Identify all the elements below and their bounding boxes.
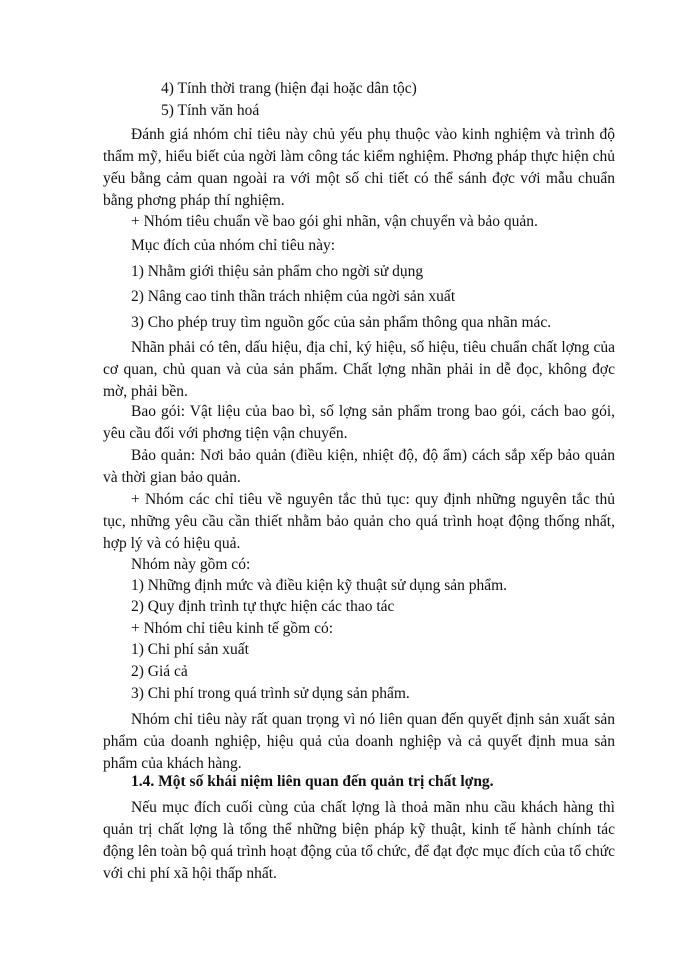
paragraph-label: Nhãn phải có tên, dấu hiệu, địa chỉ, ký hiệu, số hiệu, tiêu chuẩn chất lợng của cơ quan, chủ quan và của sản phẩm. Chất lợng nhãn phải in dễ đọc, không đợc mờ, phải bền.: [103, 339, 615, 400]
economic-group-heading: + Nhóm chỉ tiêu kinh tế gồm có:: [131, 620, 334, 637]
list-item: 1) Chi phí sản xuất: [131, 641, 249, 658]
list-item: 3) Cho phép truy tìm nguồn gốc của sản phẩm thông qua nhãn mác.: [131, 314, 552, 331]
list-item: 2) Giá cả: [131, 663, 188, 680]
paragraph-packaging: Bao gói: Vật liệu của bao bì, số lợng sản phẩm trong bao gói, cách bao gói, yêu cầu đối với phơng tiện vận chuyển.: [103, 403, 615, 442]
list-item: 2) Nâng cao tinh thần trách nhiệm của ngời sản xuất: [131, 288, 456, 305]
list-item: 1) Những định mức và điều kiện kỹ thuật sử dụng sản phẩm.: [131, 577, 508, 594]
packaging-group-heading: + Nhóm tiêu chuẩn về bao gói ghi nhãn, vận chuyển và bảo quản.: [131, 213, 538, 230]
paragraph-storage: Bảo quản: Nơi bảo quản (điều kiện, nhiệt độ, độ ẩm) cách sắp xếp bảo quản và thời gian bảo quản.: [103, 447, 615, 486]
paragraph-final: Nếu mục đích cuối cùng của chất lợng là thoả mãn nhu cầu khách hàng thì quản trị chất lợng là tổng thể những biện pháp kỹ thuật, kinh tế hành chính tác động lên toàn bộ quá trình hoạt động của tổ chức, để đạt đợc mục đích của tổ chức với chi phí xã hội thấp nhất.: [103, 799, 615, 882]
purpose-intro: Mục đích của nhóm chỉ tiêu này:: [131, 237, 336, 254]
list-item: 2) Quy định trình tự thực hiện các thao tác: [131, 598, 395, 615]
section-heading: 1.4. Một số khái niệm liên quan đến quản trị chất lợng.: [131, 773, 494, 790]
paragraph-procedure: + Nhóm các chỉ tiêu về nguyên tắc thủ tục: quy định những nguyên tắc thủ tục, những yêu cầu cần thiết nhằm bảo quản cho quá trình hoạt động thống nhất, hợp lý và có hiệu quả.: [103, 491, 615, 552]
list-item: 3) Chi phí trong quá trình sử dụng sản phẩm.: [131, 685, 410, 702]
list-item: 5) Tính văn hoá: [161, 102, 260, 119]
list-item: 4) Tính thời trang (hiện đại hoặc dân tộc): [161, 80, 417, 97]
list-item: 1) Nhằm giới thiệu sản phẩm cho ngời sử dụng: [131, 263, 424, 280]
group-includes: Nhóm này gồm có:: [131, 556, 251, 573]
paragraph-evaluation: Đánh giá nhóm chỉ tiêu này chủ yếu phụ thuộc vào kinh nghiệm và trình độ thẩm mỹ, hiểu biết của ngời làm công tác kiểm nghiệm. Phơng pháp thực hiện chủ yếu bằng cảm quan ngoài ra với một số chi tiết có thể sánh đợc với mẫu chuẩn bằng phơng pháp thí nghiệm.: [103, 126, 615, 209]
paragraph-importance: Nhóm chỉ tiêu này rất quan trọng vì nó liên quan đến quyết định sản xuất sản phẩm của doanh nghiệp, hiệu quả của doanh nghiệp và cả quyết định mua sản phẩm của khách hàng.: [103, 711, 615, 772]
